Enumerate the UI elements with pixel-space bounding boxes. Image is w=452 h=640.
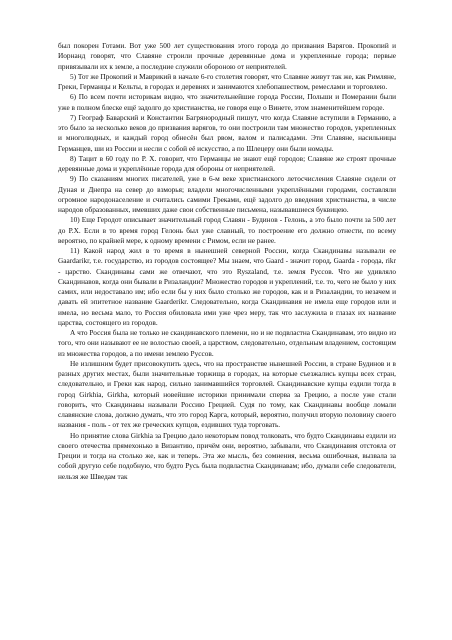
paragraph-11: 11) Какой народ жил в то время в нынешней северной России, когда Скандинавы называли ее Gaardarikr, т.е. государство, из городов состоящее? Мы знаем, что Gaard - значит город, Gaarda - города, rikr - царство. Скандинавы сами же отвечают, что это Ryszaland, т.е. земля Руссов. Что же удивляло Скандинавов, когда они бывали в Ризаландии? Множество городов и укреплений, т.е. то, чего не было у них самих, или недоставало им; ибо если бы у них было столько же городов, как и в Ризаландии, то незачем и давать ей эпитетное название Gaarderikr. Следовательно, когда Скандинавия не имела еще городов или и имела, но весьма мало, то Россия обиловала ими уже чрез меру, так что заслужила в глазах их название царства, состоящего из городов.	[58, 246, 396, 327]
paragraph-7: 7) Географ Баварский и Константин Багрянородный пишут, что когда Славяне вступили в Германию, а это было за несколько веков до призвания варягов, то они построили там множество городов, укрепленных и многолюдных, и каждый город обнесён был рвом, валом и палисадами. Эти Славяне, насильницы Германцев, ши из России и несли с собой её искусство, а по Шлецеру они были номады.	[58, 112, 396, 153]
paragraph-8: 8) Тацит в 60 году по Р. Х. говорит, что Германцы не знают ещё городов; Славяне же строят прочные деревянные дома и укреплённые города для обороны от неприятелей.	[58, 153, 396, 173]
paragraph-5: 5) Тот же Прокопий и Маврикий в начале 6-го столетия говорят, что Славяне живут так же, как Римляне, Греки, Германцы и Кельты, в городах и деревнях и занимаются хлебопашеством, ремеслами и торговлею.	[58, 71, 396, 91]
paragraph-10: 10) Еще Геродот описывает значительный город Славян - Будинов - Гелонь, а это было почти за 500 лет до Р.Х. Если в то время город Гелонь был уже славный, то построение его должно отнести, по всему вероятно, по крайней мере, к одному времени с Римом, если не ранее.	[58, 215, 396, 245]
paragraph-russia-not-scandinavian: А что Россия была не только не скандинавского племени, но и не подвластна Скандинавам, это видно из того, что они называют ее не волостью своей, а царством, следовательно, отдельным владением, состоящим из множества городов, а по имени землею Руссов.	[58, 328, 396, 358]
paragraph-6: 6) По всем почти историкам видно, что значительнейшие города России, Польши и Померании были уже в полном блеске ещё задолго до христианства, не говоря еще о Винете, этом знаменитейшем городе.	[58, 92, 396, 112]
paragraph-opening: был покорен Готами. Вот уже 500 лет существования этого города до призвания Варягов. Прокопий и Иорнанд говорят, что Славяне строили прочные деревянные дома и укрепленные города; первые привязывали их к земле, а последние служили обороною от неприятелей.	[58, 41, 396, 71]
paragraph-girkhia: Но принятие слова Girkhia за Грецию дало некоторым повод толковать, что будто Скандинавы ездили из своего отечества прямехонько в Византию, причём они, вероятно, забывали, что Скандинавия отстояла от Греции и тогда на столько же, как и теперь. Эта же мысль, без сомнения, весьма ошибочная, вызвала за собой другую себе подобную, что будто Русь была подвластна Скандинавам; ибо, думали себе следователи, нельзя же Шведам так	[58, 430, 396, 481]
paragraph-trade-towns: Не излишним будет присовокупить здесь, что на пространстве нынешней России, в стране Будинов и в разных других местах, были значительные торжища в городах, на которые съезжались купцы всех стран, следовательно, и Греки как народ, сильно занимавшийся торговлей. Скандинавские купцы ездили тогда в город Girkhia, Girkha, который новейшие историки принимали сперва за Грецию, а после уже стали говорить, что Скандинавы называли Россию Грецией. Судя по тому, как Скандинавы вообще ломали славянские слова, должно думать, что это город Карга, который, вероятно, получил вторую половину своего названия - поль - от тех же греческих купцов, ездивших туда торговать.	[58, 358, 396, 430]
paragraph-9: 9) По сказаниям многих писателей, уже в 6-м веке христианского летосчисления Славяне сидели от Дуная и Днепра на север до взморья; владели многочисленными укреплёнными городами, составляли огромное народонаселение и считались самими Греками, ещё задолго до введения христианства, в числе народов образованных, имевших даже свои собственные письмена, называвшиеся буквицею.	[58, 174, 396, 214]
document-body	[58, 41, 396, 482]
